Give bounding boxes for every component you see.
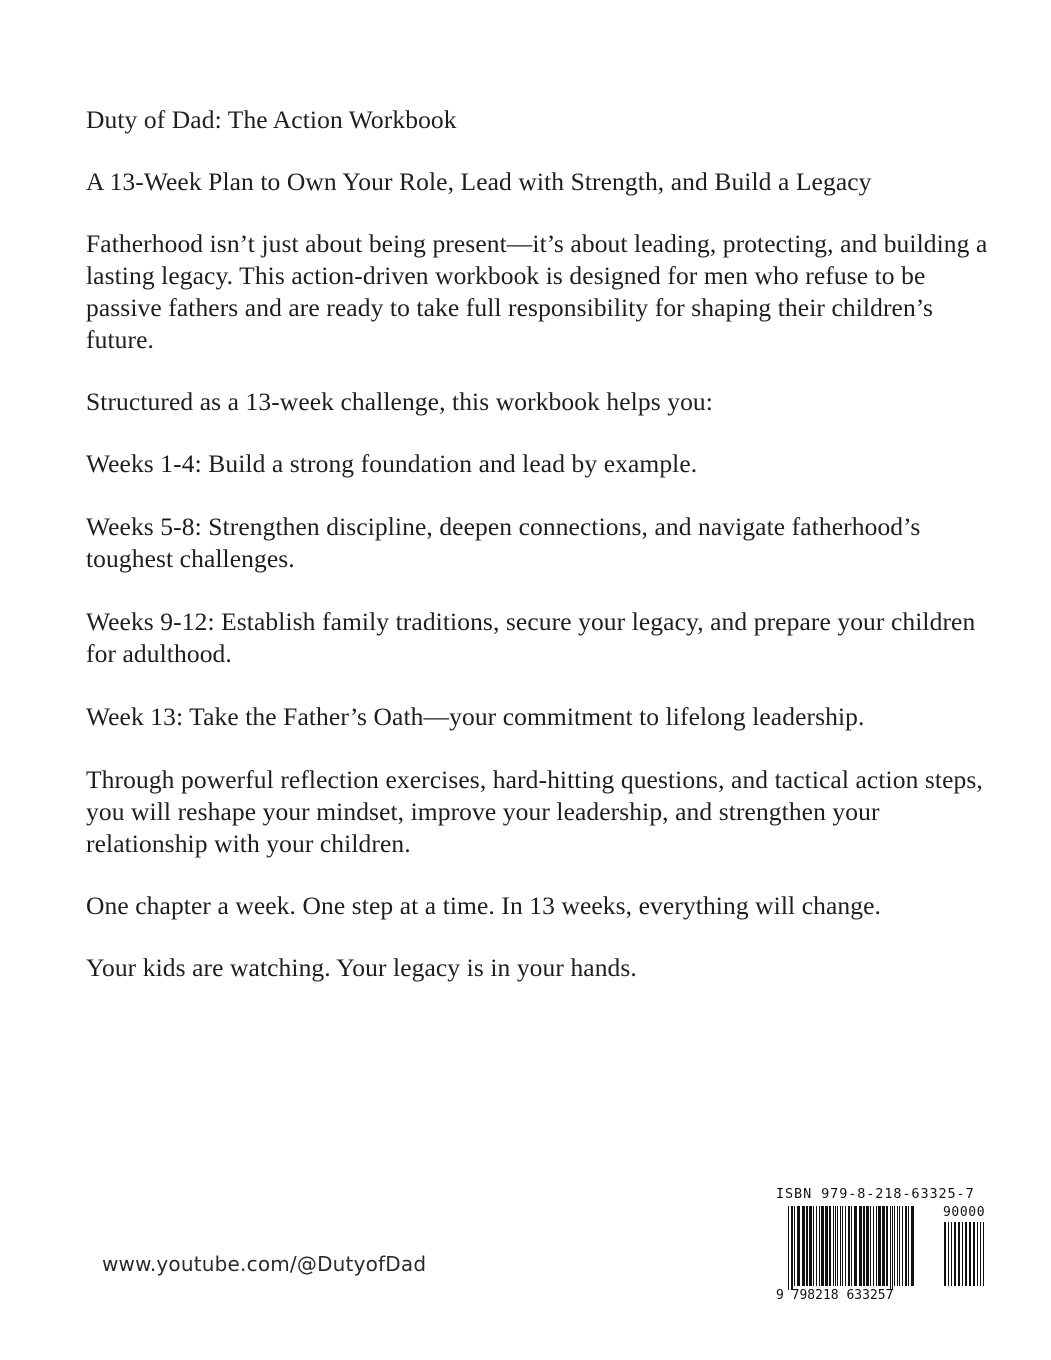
isbn-label: ISBN 979-8-218-63325-7 <box>776 1186 975 1202</box>
barcode-bar <box>878 1206 881 1286</box>
tagline-two: Your kids are watching. Your legacy is in your hands. <box>86 953 637 982</box>
addon-bar <box>983 1222 984 1286</box>
addon-bar <box>969 1222 971 1286</box>
barcode-bar <box>788 1206 789 1290</box>
youtube-url: www.youtube.com/@DutyofDad <box>102 1252 427 1276</box>
barcode-bar <box>890 1206 891 1290</box>
barcode-bar <box>902 1206 903 1286</box>
barcode-bar <box>859 1206 862 1286</box>
barcode-bar <box>897 1206 898 1286</box>
tagline-one: One chapter a week. One step at a time. In 13 weeks, everything will change. <box>86 891 881 920</box>
barcode-bar <box>908 1206 909 1286</box>
addon-bar <box>973 1222 975 1286</box>
structure-intro: Structured as a 13-week challenge, this workbook helps you: <box>86 387 713 416</box>
barcode-bar <box>905 1206 907 1286</box>
barcode-bar <box>866 1206 869 1286</box>
barcode-bar <box>848 1206 850 1286</box>
barcode-bar <box>813 1206 814 1286</box>
back-cover-text <box>86 104 1006 984</box>
barcode-bar <box>870 1206 871 1286</box>
addon-bar <box>977 1222 978 1286</box>
isbn-barcode <box>776 1186 988 1318</box>
barcode-bar <box>829 1206 831 1286</box>
ean-digits: 9 798218 633257 <box>776 1288 894 1303</box>
barcode-bar <box>892 1206 893 1290</box>
week-item: Weeks 1-4: Build a strong foundation and lead by example. <box>86 449 698 478</box>
addon-code: 90000 <box>943 1205 986 1220</box>
barcode-bar <box>819 1206 820 1286</box>
addon-bar <box>958 1222 960 1286</box>
barcode-bar <box>899 1206 900 1286</box>
barcode-bar <box>840 1206 841 1286</box>
barcode-bar <box>809 1206 812 1286</box>
addon-bar <box>944 1222 946 1286</box>
barcode-bar <box>863 1206 865 1286</box>
barcode-bar <box>894 1206 895 1286</box>
barcode-bar <box>816 1206 817 1286</box>
week-item: Weeks 9-12: Establish family traditions, secure your legacy, and prepare your children for adulthood. <box>86 607 976 668</box>
barcode-bar <box>842 1206 843 1286</box>
week-item: Weeks 5-8: Strengthen discipline, deepen connections, and navigate fatherhood’s toughest challenges. <box>86 512 921 573</box>
barcode-bar <box>845 1206 846 1286</box>
addon-bar <box>951 1222 952 1286</box>
addon-bar <box>954 1222 956 1286</box>
intro-paragraph: Fatherhood isn’t just about being present—it’s about leading, protecting, and building a lasting legacy. This action-driven workbook is designed for men who refuse to be passive fathers and are ready to take full responsibility for shaping their children’s future. <box>86 229 988 354</box>
barcode-bar <box>806 1206 808 1286</box>
barcode-bar <box>825 1206 828 1286</box>
barcode-bar <box>821 1206 824 1286</box>
barcode-bar <box>835 1206 836 1286</box>
barcode-bar <box>797 1206 800 1286</box>
barcode-bar <box>886 1206 888 1286</box>
barcode-bar <box>802 1206 805 1286</box>
barcode-bar <box>851 1206 852 1286</box>
barcode-bar <box>794 1206 795 1286</box>
barcode-bar <box>876 1206 877 1286</box>
barcode-bar <box>911 1206 914 1286</box>
book-subtitle: A 13-Week Plan to Own Your Role, Lead with Strength, and Build a Legacy <box>86 167 872 196</box>
barcode-bar <box>882 1206 885 1286</box>
week-item: Week 13: Take the Father’s Oath—your commitment to lifelong leadership. <box>86 702 865 731</box>
barcode-bar <box>833 1206 834 1286</box>
closing-paragraph: Through powerful reflection exercises, hard-hitting questions, and tactical action steps, you will reshape your mindset, improve your leadership, and strengthen your relationship with your children. <box>86 765 983 858</box>
addon-bar <box>962 1222 963 1286</box>
barcode-bar <box>837 1206 838 1286</box>
book-title: Duty of Dad: The Action Workbook <box>86 105 457 134</box>
addon-bar <box>948 1222 949 1286</box>
addon-bar <box>965 1222 967 1286</box>
barcode-bar <box>854 1206 857 1286</box>
addon-bar <box>980 1222 981 1286</box>
barcode-bar <box>791 1206 793 1290</box>
barcode-bar <box>873 1206 874 1286</box>
